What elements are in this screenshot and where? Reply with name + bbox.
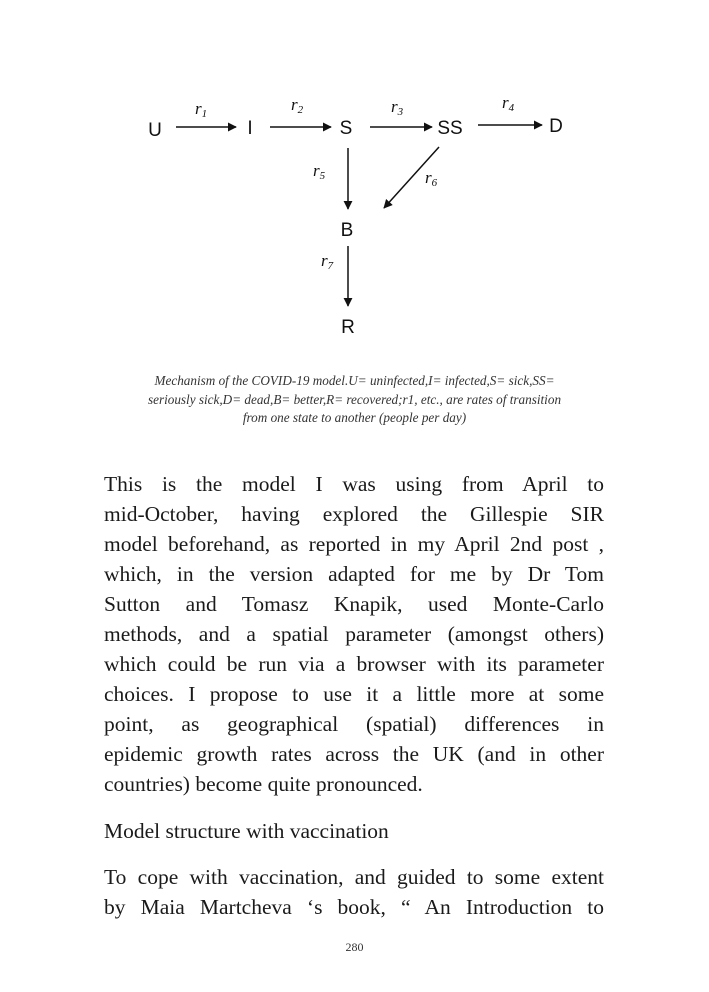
paragraph-line: methods, and a spatial parameter (amongst others) (104, 622, 604, 646)
paragraph-line: This is the model I was using from April to (104, 472, 604, 496)
page-number: 280 (345, 940, 364, 954)
body-paragraph-1 (104, 469, 604, 799)
covid-model-diagram (0, 0, 709, 360)
paragraph-line: which, in the version adapted for me by Dr Tom (104, 562, 604, 586)
paragraph-line: Sutton and Tomasz Knapik, used Monte-Carlo (104, 592, 604, 616)
paragraph-line: To cope with vaccination, and guided to some extent (104, 865, 604, 889)
paragraph-line: mid-October, having explored the Gillespie SIR (104, 502, 604, 526)
node-r: R (341, 317, 355, 338)
node-ss: SS (437, 118, 463, 139)
paragraph-line: countries) become quite pronounced. (104, 772, 423, 796)
paragraph-line: point, as geographical (spatial) differences in (104, 712, 604, 736)
rate-label-r5: r5 (313, 161, 326, 182)
section-heading: Model structure with vaccination (104, 819, 389, 843)
rate-label-r7: r7 (321, 251, 334, 272)
figure-caption (108, 372, 601, 428)
rate-label-r4: r4 (502, 93, 515, 114)
body-paragraph-2 (104, 862, 604, 922)
caption-line: from one state to another (people per day) (242, 410, 467, 425)
node-d: D (549, 116, 563, 137)
rate-label-r6: r6 (425, 168, 438, 189)
node-u: U (148, 120, 162, 141)
rate-label-r1: r1 (195, 99, 208, 120)
paragraph-line: which could be run via a browser with its parameter (104, 652, 604, 676)
paragraph-line: epidemic growth rates across the UK (and in other (104, 742, 604, 766)
node-b: B (340, 220, 354, 241)
rate-label-r3: r3 (391, 97, 404, 118)
node-i: I (247, 118, 253, 139)
caption-line: Mechanism of the COVID-19 model.U= uninfected,I= infected,S= sick,SS= (154, 373, 555, 388)
node-s: S (339, 118, 353, 139)
rate-label-r2: r2 (291, 95, 304, 116)
paragraph-line: choices. I propose to use it a little more at some (104, 682, 604, 706)
paragraph-line: by Maia Martcheva ‘s book, “ An Introduction to (104, 895, 604, 919)
paragraph-line: model beforehand, as reported in my April 2nd post , (104, 532, 604, 556)
caption-line: seriously sick,D= dead,B= better,R= recovered;r1, etc., are rates of transition (147, 391, 562, 407)
